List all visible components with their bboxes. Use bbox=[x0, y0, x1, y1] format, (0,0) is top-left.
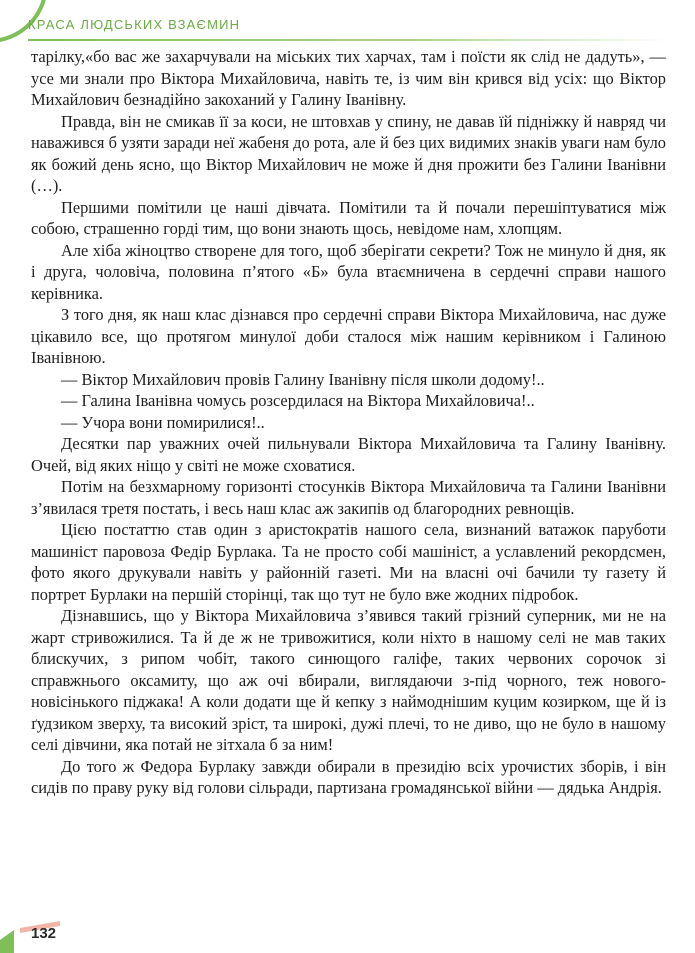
story-text bbox=[31, 46, 666, 799]
paragraph: Десятки пар уважних очей пильнували Віктора Михайловича та Галину Іванівну. Очей, від яких ніщо у світі не може сховатися. bbox=[31, 434, 666, 475]
paragraph: Але хіба жіноцтво створене для того, щоб зберігати секрети? Тож не минуло й дня, як і друга, чоловіча, половина п’ятого «Б» була втаємничена в сердечні справи нашого керівника. bbox=[31, 240, 666, 303]
page-number: 132 bbox=[31, 925, 57, 942]
paragraph: Цією постаттю став один з аристократів нашого села, визнаний ватaжок паруботи машиніст паровоза Федір Бурлака. Та не просто собі машiніст, а уславлений рекордсмен, фото якого друкували навіть у районній газеті. Ми на власні очі бачили ту газету й портрет Бурлаки на першій сторінці, так що тут не було вже жодних підробок. bbox=[31, 520, 666, 604]
paragraph: Потім на безхмарному горизонті стосунків Віктора Михайловича та Галини Іванівни з’явилася третя постать, і весь наш клас аж закипів од благородних ревнощів. bbox=[31, 477, 666, 518]
dialogue-line: — Віктор Михайлович провів Галину Іванівну після школи додому!.. bbox=[61, 369, 545, 389]
header-rule bbox=[28, 39, 668, 41]
dialogue-line: — Учора вони помирилися!.. bbox=[61, 412, 265, 432]
dialogue-line: — Галина Іванівна чомусь розсердилася на Віктора Михайловича!.. bbox=[61, 391, 535, 410]
paragraph: До того ж Федора Бурлаку завжди обирали в президію всіх урочистих зборів, і він сидів по праву руку від голови сільради, партизана громадянської війни — дядька Андрія. bbox=[31, 756, 666, 797]
paragraph: Дізнавшись, що у Віктора Михайловича з’явився такий грізний суперник, ми не на жарт стривожилися. Та й де ж не тривожитися, коли ніхто в нашому селі не мав таких блискучих, з рипом чобіт, такого синющого галіфе, таких червоних сорочок зі справжнього оксамиту, що аж очі вбирали, виглядаючи з-під чорного, теж нового-новісінького піджака! А коли додати ще й кепку з наймоднішим куцим козирком, ще й із ґудзиком зверху, та високий зріст, та широкі, дужі плечі, то не диво, що не було в нашому селі дівчини, яка потай не зітхала б за ним! bbox=[31, 606, 666, 754]
paragraph: З того дня, як наш клас дізнався про сердечні справи Віктора Михайловича, нас дуже цікавило все, що протягом минулої доби сталося між нашим керівником і Галиною Іванівною. bbox=[31, 305, 666, 367]
green-stripe bbox=[0, 930, 14, 953]
paragraph: Першими помітили це наші дівчата. Помітили та й почали перешіптуватися між собою, страшенно горді тим, що вони знають щось, невідоме нам, хлопцям. bbox=[31, 197, 666, 238]
paragraph: Правда, він не смикав її за коси, не штовхав у спину, не давав їй підніжку й навряд чи наважився б узяти заради неї жабеня до рота, але й без цих видимих знаків уваги нам було як божий день ясно, що Віктор Михайлович не може й дня прожити без Галини Іванівни (…). bbox=[31, 111, 666, 195]
running-head: КРАСА ЛЮДСЬКИХ ВЗАЄМИН bbox=[28, 17, 241, 32]
paragraph: тарілку,«бо вас же захарчували на міських тих харчах, там і поїсти як слід не дадуть», — усе ми знали про Віктора Михайловича, навіть те, із чим він крився від усіх: що Віктор Михайлович безнадійно закоханий у Галину Іванівну. bbox=[31, 47, 666, 109]
